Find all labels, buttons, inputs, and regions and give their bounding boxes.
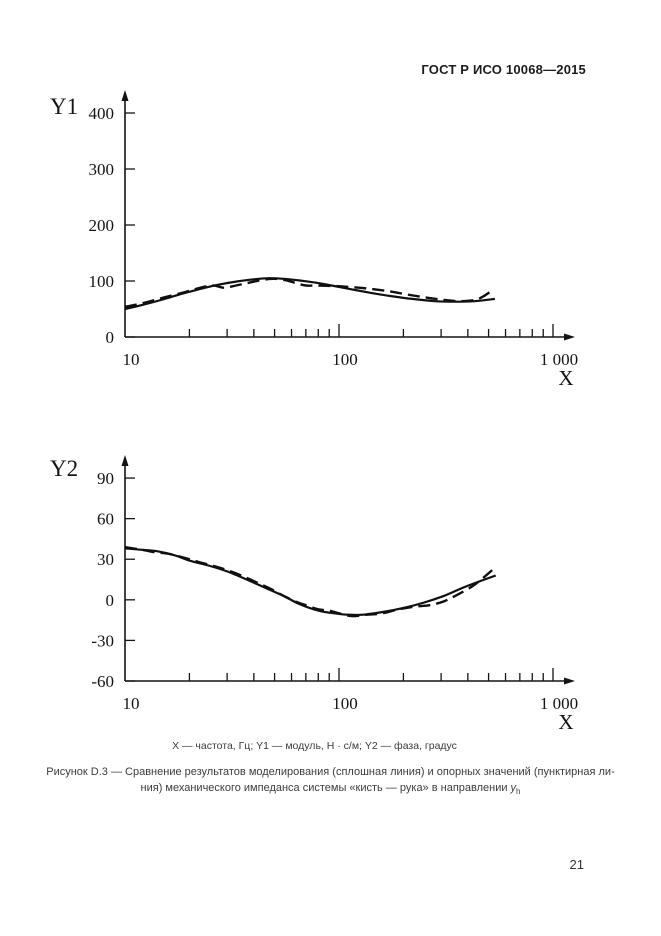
series-dashed: [125, 547, 492, 616]
y-tick-label: 300: [88, 160, 114, 179]
caption-line1: Рисунок D.3 — Сравнение результатов моделирования (сплошная линия) и опорных значений (пунктирная ли-: [46, 766, 615, 778]
y-axis-arrow-icon: [122, 90, 129, 101]
y-tick-label: -30: [91, 631, 114, 651]
y-axis-arrow-icon: [122, 455, 129, 466]
caption-variable: y: [510, 782, 517, 794]
x-tick-label: 100: [332, 694, 358, 713]
document-header: ГОСТ Р ИСО 10068—2015: [421, 62, 586, 77]
y-tick-label: 30: [97, 550, 114, 570]
y-tick-label: 400: [88, 104, 114, 123]
y-tick-label: 0: [105, 590, 114, 610]
chart-y2-canvas: [40, 450, 620, 742]
x-tick-label: 10: [122, 694, 140, 713]
y-tick-label: -60: [91, 672, 114, 691]
x-axis-arrow-icon: [564, 334, 575, 341]
x-axis-title: X: [558, 366, 574, 390]
series-solid: [125, 548, 496, 615]
y-tick-label: 90: [97, 469, 114, 489]
y-tick-label: 0: [105, 328, 114, 347]
series-dashed: [125, 279, 491, 307]
caption-variable-subscript: h: [516, 787, 521, 797]
x-tick-label: 10: [122, 350, 140, 369]
caption-line2: ния) механического импеданса системы «кисть — рука» в направлении: [140, 782, 508, 794]
x-tick-label: 1 000: [539, 350, 579, 369]
y-tick-label: 200: [88, 216, 114, 235]
axis-legend-text: X — частота, Гц; Y1 — модуль, Н · с/м; Y2 — фаза, градус: [172, 740, 457, 752]
figure-caption: [28, 764, 633, 800]
chart-y2-block: [40, 450, 620, 742]
chart-y1-block: [40, 85, 620, 397]
y-tick-label: 100: [88, 272, 114, 291]
x-tick-label: 1 000: [539, 694, 579, 713]
chart-y1-canvas: [40, 85, 620, 397]
y-axis-title: Y1: [50, 94, 79, 119]
x-axis-title: X: [558, 710, 574, 734]
y-tick-label: 60: [97, 509, 114, 529]
page-number: 21: [569, 857, 584, 872]
x-tick-label: 100: [332, 350, 358, 369]
x-axis-arrow-icon: [564, 678, 575, 685]
y-axis-title: Y2: [50, 456, 79, 481]
